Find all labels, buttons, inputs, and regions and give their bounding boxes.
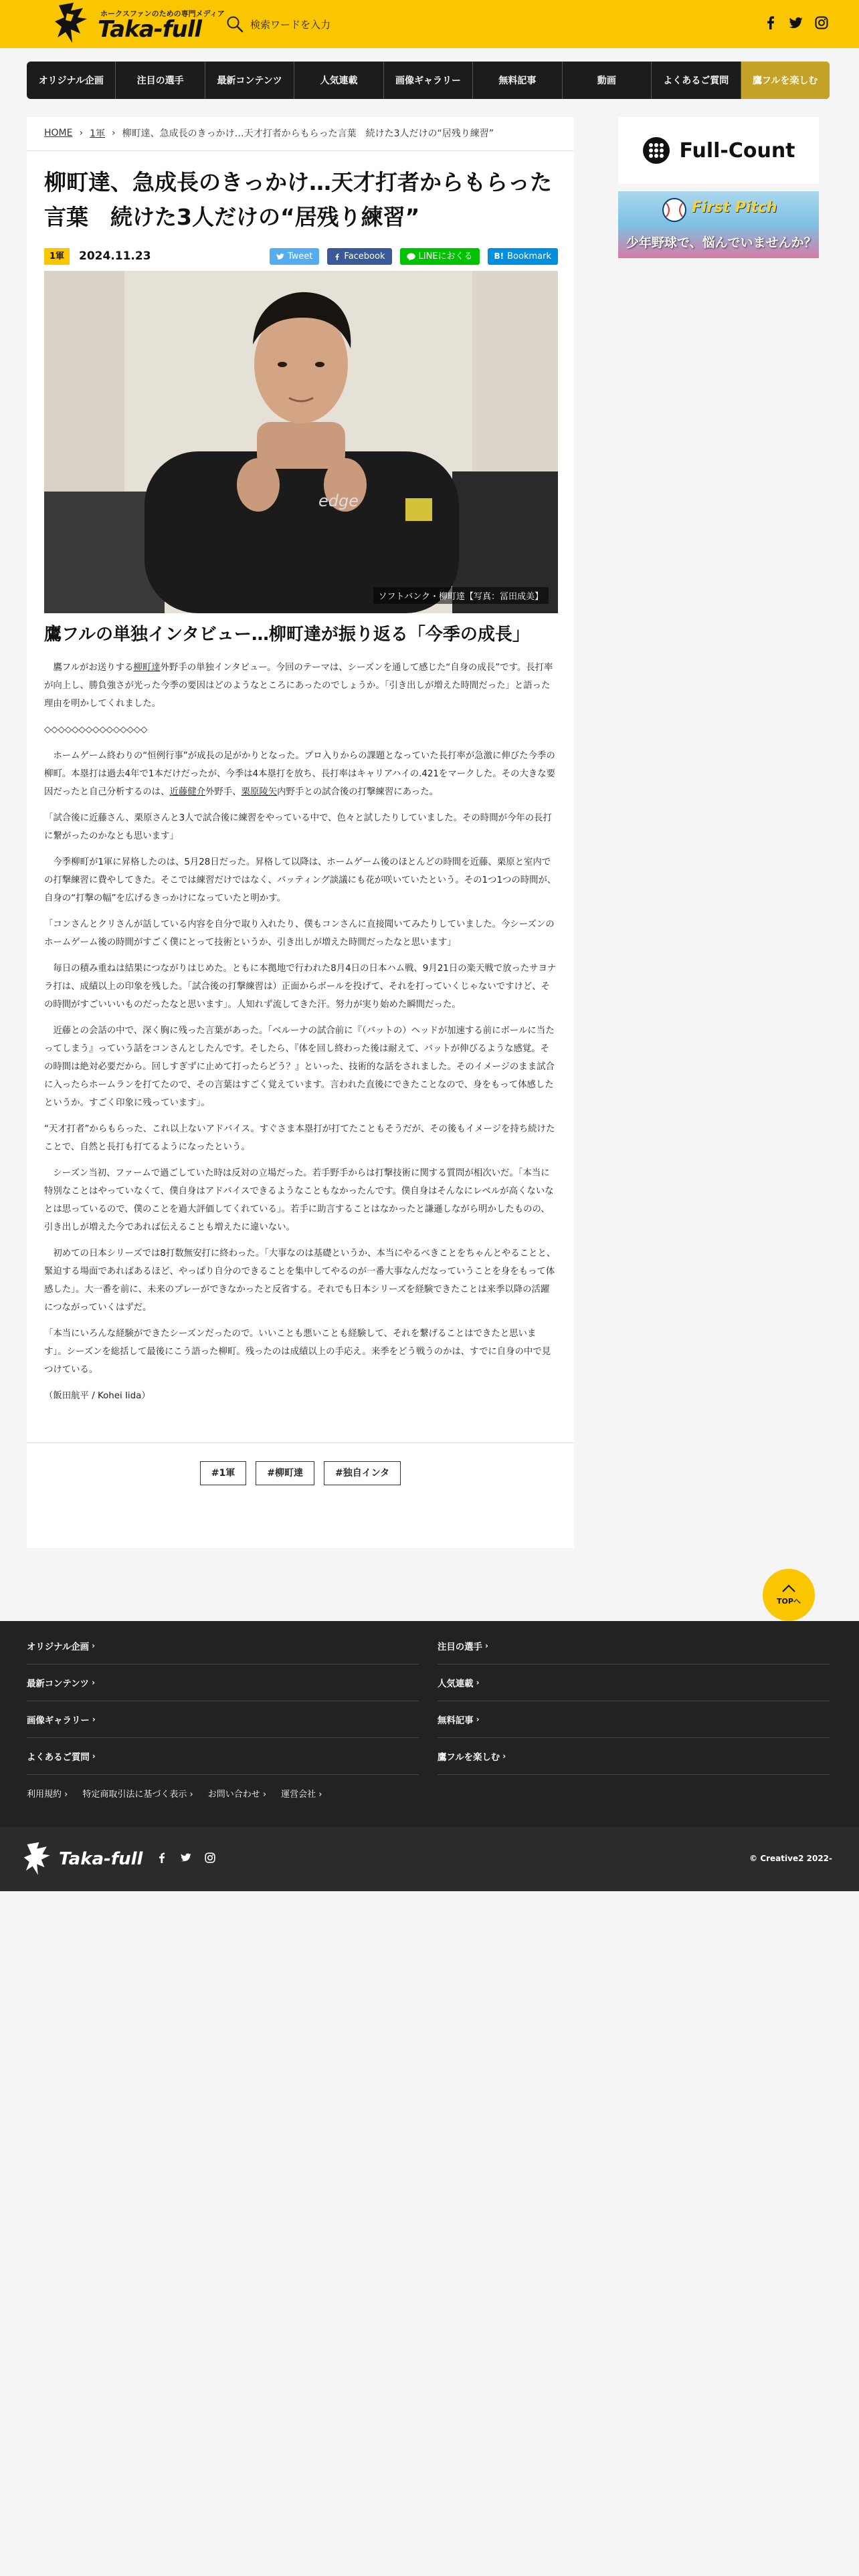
- text: 内野手との試合後の打撃練習にあった。: [277, 787, 439, 797]
- nav-enjoy[interactable]: 鷹フルを楽しむ: [741, 62, 830, 99]
- text: ホームゲーム終わりの“恒例行事”が成長の足がかりとなった。プロ入りからの課題となっていた長打率が急激に伸びた今季の柳町。本塁打は過去4年で1本だけだったが、今季は4本塁打を放ち、長打率はキャリアハイの.421をマークした。その大きな要因だったと自己分析するのは、: [44, 751, 556, 797]
- hawk-logo-icon: [23, 1841, 52, 1877]
- instagram-icon[interactable]: [205, 1852, 215, 1863]
- footer-sub-link-commerce[interactable]: [82, 1787, 193, 1800]
- line-icon: [407, 253, 415, 261]
- paragraph: [44, 747, 558, 801]
- chevron-right-icon: ›: [262, 1790, 267, 1800]
- facebook-icon[interactable]: [157, 1852, 167, 1863]
- footer-link-original[interactable]: [27, 1628, 419, 1665]
- paragraph: 毎日の積み重ねは結果につながりはじめた。ともに本拠地で行われた8月4日の日本ハム戦、9月21日の楽天戦で放ったサヨナラ打は、成績以上の印象を残した。「試合後の打撃練習は）正面からボールを投げて、それを打っていくじゃないですけど、その時間がすごいいいものだったなと思います」。人知れず流してきた汗。努力が実り始めた瞬間だった。: [44, 964, 557, 1010]
- article-card: [27, 117, 574, 1548]
- footer-logo[interactable]: [23, 1840, 142, 1878]
- text: 鷹フルがお送りする: [53, 663, 134, 673]
- nav-faq[interactable]: よくあるご質問: [652, 62, 741, 99]
- global-nav: [27, 62, 830, 99]
- breadcrumb-current: 柳町達、急成長のきっかけ…天才打者からもらった言葉 続けた3人だけの“居残り練習”: [122, 128, 494, 139]
- first-pitch-banner[interactable]: [618, 191, 819, 258]
- footer-link-latest[interactable]: [27, 1665, 419, 1701]
- hatena-icon: B!: [494, 251, 504, 261]
- footer-social-links: [157, 1852, 215, 1863]
- chevron-right-icon: ›: [189, 1790, 193, 1800]
- divider: [27, 1442, 574, 1443]
- player-link[interactable]: 柳町達: [133, 663, 161, 673]
- facebook-icon: [334, 253, 341, 261]
- player-link[interactable]: 栗原陵矢: [241, 787, 278, 797]
- paragraph: 初めての日本シリーズでは8打数無安打に終わった。「大事なのは基礎というか、本当にやるべきことをちゃんとやることと、緊迫する場面であればあるほど、やっぱり自分のできることを集中してやるのが一番大事なんだなっていうことを身をもって体感した」。大一番を前に、未来のプレーができなかったと反省する。それでも日本シリーズを経験できたことは来季以降の活躍につながっていくはずだ。: [44, 1249, 556, 1313]
- nav-latest[interactable]: 最新コンテンツ: [205, 62, 294, 99]
- back-to-top-label: TOPへ: [777, 1597, 801, 1606]
- footer-sub-link-contact[interactable]: [208, 1787, 266, 1800]
- chevron-right-icon: ›: [484, 1641, 488, 1650]
- search-icon: [226, 15, 244, 33]
- footer-link-label: 画像ギャラリー: [27, 1715, 90, 1726]
- footer-link-free[interactable]: [438, 1701, 830, 1738]
- instagram-icon[interactable]: [815, 16, 828, 29]
- chevron-right-icon: ›: [64, 1790, 68, 1800]
- footer-link-faq[interactable]: [27, 1738, 419, 1775]
- paragraph: シーズン当初、ファームで過ごしていた時は反対の立場だった。若手野手からは打撃技術に関する質問が相次いだ。「本当に特別なことはやっていなくて、僕自身はアドバイスできるようなこともなかったんです。僕自身はそんなにレベルが高くないなとは思っているので、僕のことを過大評価してくれている」。若手に助言することはなかったと謙遜しながら明かしたものの、引き出しが増えた今であれば伝えることも増えたに違いない。: [44, 1168, 554, 1232]
- first-pitch-title: First Pitch: [692, 199, 777, 216]
- share-facebook-button[interactable]: [327, 248, 391, 265]
- nav-featured-players[interactable]: 注目の選手: [116, 62, 205, 99]
- nav-popular-series[interactable]: 人気連載: [294, 62, 383, 99]
- full-count-logo-icon: [642, 136, 671, 165]
- text: 外野手、: [205, 787, 242, 797]
- search-box[interactable]: [226, 13, 330, 35]
- paragraph: 「コンさんとクリさんが話している内容を自分で取り入れたり、僕もコンさんに直接聞いてみたりしていました。今シーズンのホームゲーム後の時間がすごく僕にとって技術というか、引き出しが増えた時間だったなと思います」: [44, 920, 555, 948]
- interview-photo-illustration: [44, 271, 558, 613]
- divider: [27, 150, 574, 151]
- twitter-icon[interactable]: [181, 1852, 191, 1863]
- footer-sub-label: お問い合わせ: [207, 1790, 260, 1800]
- nav-gallery[interactable]: 画像ギャラリー: [384, 62, 473, 99]
- share-hatena-button[interactable]: [488, 248, 558, 265]
- tag-yanagimachi[interactable]: #柳町達: [256, 1461, 314, 1485]
- article-title: 柳町達、急成長のきっかけ…天才打者からもらった言葉 続けた3人だけの“居残り練習”: [44, 169, 552, 230]
- author-credit: （飯田航平 / Kohei Iida）: [44, 1391, 151, 1401]
- nav-videos[interactable]: 動画: [563, 62, 652, 99]
- chevron-right-icon: ›: [92, 1678, 96, 1687]
- chevron-right-icon: ›: [92, 1715, 96, 1724]
- tag-list: [27, 1461, 574, 1485]
- category-badge[interactable]: 1軍: [44, 248, 70, 265]
- footer-link-label: 人気連載: [438, 1679, 474, 1689]
- back-to-top-button[interactable]: [763, 1569, 815, 1621]
- hawk-logo-icon: [54, 1, 90, 45]
- chevron-right-icon: ›: [92, 1641, 96, 1650]
- publish-date: 2024.11.23: [79, 249, 151, 263]
- logo-wordmark: Taka-full: [98, 16, 202, 43]
- text: 外野手の単独インタビュー。今回のテーマは、シーズンを通して感じた“自身の成長”です。長打率が向上し、勝負強さが光った今季の要因はどのようなところにあったのでしょうか。「引き出しが増えた時間だった」と語った理由を明かしてくれました。: [44, 663, 553, 709]
- nav-free-articles[interactable]: 無料記事: [473, 62, 562, 99]
- breadcrumb-home[interactable]: HOME: [44, 128, 73, 138]
- search-placeholder: 検索ワードを入力: [250, 18, 331, 31]
- chevron-up-icon: [781, 1584, 796, 1593]
- baseball-icon: [661, 197, 688, 223]
- paragraph: 「試合後に近藤さん、栗原さんと3人で試合後に練習をやっている中で、色々と試したりしていました。その時間が今年の長打に繋がったのかなとも思います」: [44, 813, 552, 841]
- footer-link-label: 鷹フルを楽しむ: [438, 1752, 500, 1763]
- chevron-right-icon: ›: [112, 128, 116, 138]
- footer-link-label: 注目の選手: [438, 1642, 482, 1652]
- footer-link-gallery[interactable]: [27, 1701, 419, 1738]
- copyright: © Creative2 2022-: [749, 1854, 832, 1863]
- share-hatena-label: Bookmark: [507, 251, 551, 261]
- article-meta: [44, 248, 558, 265]
- footer-link-label: よくあるご質問: [27, 1752, 90, 1763]
- paragraph: 今季柳町が1軍に昇格したのは、5月28日だった。昇格して以降は、ホームゲーム後のほとんどの時間を近藤、栗原と室内での打撃練習に費やしてきた。そこでは練習だけではなく、バッティング談議にも花が咲いていたという。その1つ1つの時間が、自身の“打撃の幅”を広げるきっかけになっていたと明かす。: [44, 857, 557, 903]
- share-line-label: LINEにおくる: [418, 251, 473, 261]
- footer-link-enjoy[interactable]: [438, 1738, 830, 1775]
- site-header: [0, 0, 859, 48]
- footer-link-popular[interactable]: [438, 1665, 830, 1701]
- share-line-button[interactable]: [400, 248, 480, 265]
- breadcrumb-category[interactable]: 1軍: [90, 128, 106, 139]
- logo-tagline: ホークスファンのための専門メディア: [100, 9, 225, 18]
- breadcrumb: [44, 126, 494, 140]
- chevron-right-icon: ›: [318, 1790, 322, 1800]
- footer-link-label: オリジナル企画: [27, 1642, 90, 1652]
- footer-logo-wordmark: Taka-full: [59, 1849, 143, 1869]
- first-pitch-text: 少年野球で、悩んでいませんか？: [626, 235, 817, 250]
- section-divider: ◇◇◇◇◇◇◇◇◇◇◇◇◇◇◇: [44, 725, 148, 735]
- site-footer: [0, 1621, 859, 1827]
- header-social-links: [764, 16, 828, 29]
- article-photo: [44, 271, 558, 613]
- footer-link-label: 無料記事: [438, 1715, 474, 1726]
- player-link[interactable]: 近藤健介: [169, 787, 206, 797]
- footer-sub-label: 利用規約: [27, 1790, 62, 1800]
- paragraph: [44, 659, 558, 713]
- footer-links-left: [27, 1628, 419, 1775]
- twitter-icon[interactable]: [789, 16, 803, 29]
- twitter-icon: [276, 253, 284, 261]
- paragraph: “天才打者”からもらった、これ以上ないアドバイス。すぐさま本塁打が打てたこともそうだが、その後もイメージを持ち続けたことで、自然と長打も打てるようになったという。: [44, 1124, 555, 1152]
- facebook-icon[interactable]: [764, 16, 777, 29]
- article-subhead: 鷹フルの単独インタビュー…柳町達が振り返る「今季の成長」: [44, 625, 530, 645]
- chevron-right-icon: ›: [502, 1751, 506, 1761]
- footer-sub-label: 特定商取引法に基づく表示: [82, 1790, 187, 1800]
- footer-link-featured[interactable]: [438, 1628, 830, 1665]
- share-facebook-label: Facebook: [344, 251, 385, 261]
- article-body: [44, 659, 558, 1413]
- paragraph: 近藤との会話の中で、深く胸に残った言葉があった。「ベルーナの試合前に『（バットの）ヘッドが加速する前にボールに当たってしまう』っていう話をコンさんとしたんです。そしたら、『体を回し終わった後は耐えて、バットが伸びるような感覚。その時間は絶対必要だから。回しすぎずに止めて打ったらどう？』といった、技術的な話をされました。そのイメージのまま試合に入ったらホームランを打てたので、その言葉はすごく覚えています。言われた直後にできたことなので、身をもって体感したというか。すごく印象に残っています」。: [44, 1026, 555, 1108]
- share-twitter-label: Tweet: [287, 251, 313, 261]
- footer-sub-links: [27, 1787, 322, 1800]
- tag-exclusive-interview[interactable]: #独自インタ: [324, 1461, 401, 1485]
- footer-links-right: [438, 1628, 830, 1775]
- site-logo[interactable]: [54, 1, 225, 45]
- share-buttons: [270, 248, 558, 265]
- chevron-right-icon: ›: [92, 1751, 96, 1761]
- tag-1gun[interactable]: #1軍: [200, 1461, 246, 1485]
- chevron-right-icon: ›: [476, 1678, 480, 1687]
- photo-caption: ソフトバンク・柳町達【写真：冨田成美】: [373, 587, 549, 604]
- nav-original[interactable]: オリジナル企画: [27, 62, 116, 99]
- svg-text:edge: edge: [318, 492, 359, 510]
- footer-sub-link-terms[interactable]: [27, 1787, 68, 1800]
- full-count-banner[interactable]: [618, 117, 819, 184]
- chevron-right-icon: ›: [476, 1715, 480, 1724]
- footer-sub-link-company[interactable]: [281, 1787, 322, 1800]
- share-twitter-button[interactable]: [270, 248, 320, 265]
- footer-link-label: 最新コンテンツ: [27, 1679, 90, 1689]
- footer-bottom: [0, 1827, 859, 1891]
- chevron-right-icon: ›: [79, 128, 84, 138]
- full-count-text: Full-Count: [679, 138, 795, 163]
- paragraph: 「本当にいろんな経験ができたシーズンだったので。いいことも悪いことも経験して、それを繋げることはできたと思います」。シーズンを総括して最後にこう語った柳町。残ったのは成績以上の手応え。来季をどう戦うのかは、すでに自身の中で見つけている。: [44, 1329, 551, 1375]
- footer-sub-label: 運営会社: [281, 1790, 316, 1800]
